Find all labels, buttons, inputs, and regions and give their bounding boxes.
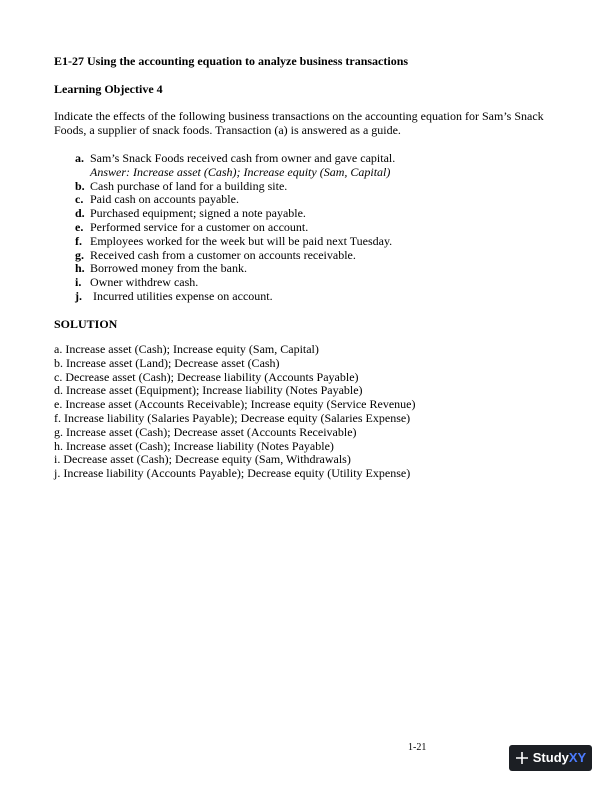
solution-line: b. Increase asset (Land); Decrease asset (Cash) — [54, 355, 280, 370]
solution-line: i. Decrease asset (Cash); Decrease equity (Sam, Withdrawals) — [54, 452, 351, 467]
transaction-text: Paid cash on accounts payable. — [90, 192, 239, 207]
transaction-item — [75, 276, 395, 290]
transaction-text: Borrowed money from the bank. — [90, 261, 247, 276]
solution-line: a. Increase asset (Cash); Increase equity (Sam, Capital) — [54, 342, 319, 356]
transaction-item — [75, 152, 395, 180]
transaction-item — [75, 193, 395, 207]
transaction-item — [75, 207, 395, 221]
plus-icon — [515, 751, 529, 765]
transaction-item — [75, 235, 395, 249]
transaction-letter: c. — [75, 192, 84, 207]
transaction-answer: Answer: Increase asset (Cash); Increase equity (Sam, Capital) — [90, 164, 391, 179]
transaction-list — [75, 152, 395, 304]
page-number: 1-21 — [408, 742, 427, 753]
transaction-text: Cash purchase of land for a building site. — [90, 178, 288, 193]
transaction-letter: j. — [75, 288, 82, 303]
solution-line: e. Increase asset (Accounts Receivable); Increase equity (Service Revenue) — [54, 397, 416, 412]
transaction-item — [75, 180, 395, 194]
transaction-letter: g. — [75, 247, 84, 262]
exercise-instructions: Indicate the effects of the following business transactions on the accounting equation for Sam’s Snack Foods, a supplier of snack foods. Transaction (a) is answered as a guide. — [54, 109, 544, 137]
solution-line: c. Decrease asset (Cash); Decrease liability (Accounts Payable) — [54, 369, 359, 384]
transaction-text: Sam’s Snack Foods received cash from owner and gave capital. — [90, 151, 396, 165]
transaction-letter: h. — [75, 261, 85, 276]
transaction-text: Incurred utilities expense on account. — [90, 288, 273, 303]
transaction-item — [75, 249, 395, 263]
transaction-item — [75, 221, 395, 235]
solution-line: g. Increase asset (Cash); Decrease asset (Accounts Receivable) — [54, 424, 357, 439]
solution-line: j. Increase liability (Accounts Payable); Decrease equity (Utility Expense) — [54, 466, 411, 481]
solution-heading: SOLUTION — [54, 317, 118, 331]
logo-text: Study — [532, 750, 569, 766]
transaction-text: Purchased equipment; signed a note payable. — [90, 206, 306, 221]
solution-list — [54, 343, 416, 481]
transaction-text: Performed service for a customer on account. — [90, 219, 309, 234]
transaction-item — [75, 262, 395, 276]
solution-line: h. Increase asset (Cash); Increase liability (Notes Payable) — [54, 438, 334, 453]
transaction-letter: e. — [75, 219, 84, 234]
transaction-letter: a. — [75, 151, 84, 165]
transaction-text: Employees worked for the week but will be paid next Tuesday. — [90, 233, 393, 248]
transaction-text: Received cash from a customer on accounts receivable. — [90, 247, 356, 262]
logo-accent-text: XY — [568, 750, 587, 766]
transaction-letter: d. — [75, 206, 85, 221]
solution-line: f. Increase liability (Salaries Payable); Decrease equity (Salaries Expense) — [54, 410, 411, 425]
transaction-text: Owner withdrew cash. — [90, 275, 199, 290]
studyxy-logo[interactable] — [509, 745, 592, 771]
solution-line: d. Increase asset (Equipment); Increase liability (Notes Payable) — [54, 383, 363, 398]
transaction-item — [75, 290, 395, 304]
transaction-letter: f. — [75, 233, 82, 248]
learning-objective: Learning Objective 4 — [54, 82, 163, 96]
exercise-title: E1-27 Using the accounting equation to analyze business transactions — [54, 54, 409, 68]
transaction-letter: b. — [75, 178, 85, 193]
transaction-letter: i. — [75, 275, 82, 290]
